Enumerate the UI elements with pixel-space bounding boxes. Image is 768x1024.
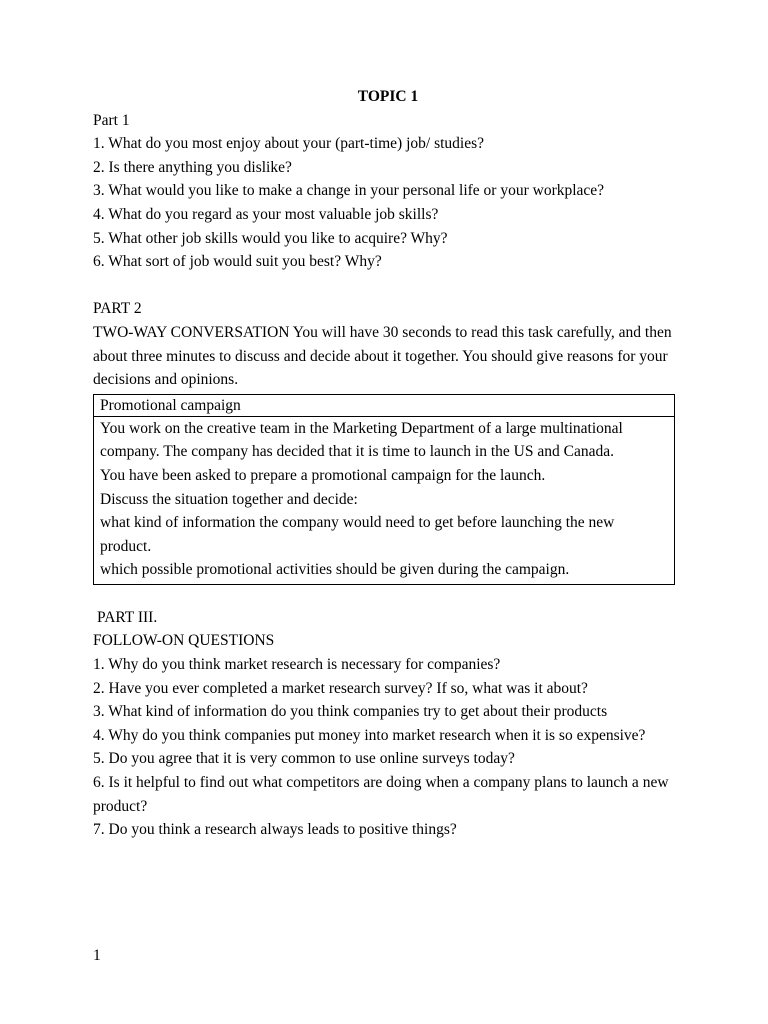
task-box-line: which possible promotional activities should be given during the campaign. [100,561,570,579]
page-number: 1 [93,947,101,964]
task-box-line: You have been asked to prepare a promotional campaign for the launch. [100,466,546,484]
part3-question: 6. Is it helpful to find out what competitors are doing when a company plans to launch a new product? [93,774,669,815]
task-box-line: Discuss the situation together and decide: [100,490,358,508]
part3-question: 4. Why do you think companies put money into market research when it is so expensive? [93,726,646,744]
part1-question: 2. Is there anything you dislike? [93,158,292,176]
part3-question: 2. Have you ever completed a market research survey? If so, what was it about? [93,679,588,697]
part2-intro: TWO-WAY CONVERSATION You will have 30 seconds to read this task carefully, and then about three minutes to discuss and decide about it together. You should give reasons for your decisions and opinions. [93,323,672,389]
part3-question: 5. Do you agree that it is very common to use online surveys today? [93,750,515,768]
part3-subheading: FOLLOW-ON QUESTIONS [93,632,275,650]
part1-question: 5. What other job skills would you like to acquire? Why? [93,229,448,247]
part1-question: 6. What sort of job would suit you best? Why? [93,253,382,271]
part2-heading: PART 2 [93,300,142,318]
part1-heading: Part 1 [93,111,130,129]
document-page [93,85,683,842]
task-box-heading: Promotional campaign [94,395,674,417]
task-box [93,394,675,585]
task-box-body [94,417,674,584]
page-title: TOPIC 1 [357,88,419,105]
task-box-line: You work on the creative team in the Marketing Department of a large multinational company. The company has decided that it is time to launch in the US and Canada. [100,419,623,461]
part1-question: 4. What do you regard as your most valuable job skills? [93,205,439,223]
spacer [93,585,683,606]
part1-question: 1. What do you most enjoy about your (part-time) job/ studies? [93,135,485,153]
part3-heading: PART III. [97,608,158,626]
part3-question: 3. What kind of information do you think companies try to get about their products [93,703,608,721]
spacer [93,274,683,298]
part3-question: 1. Why do you think market research is necessary for companies? [93,656,501,674]
task-box-line: what kind of information the company would need to get before launching the new product. [100,514,615,555]
part1-question: 3. What would you like to make a change in your personal life or your workplace? [93,182,605,200]
part3-question: 7. Do you think a research always leads to positive things? [93,821,457,839]
